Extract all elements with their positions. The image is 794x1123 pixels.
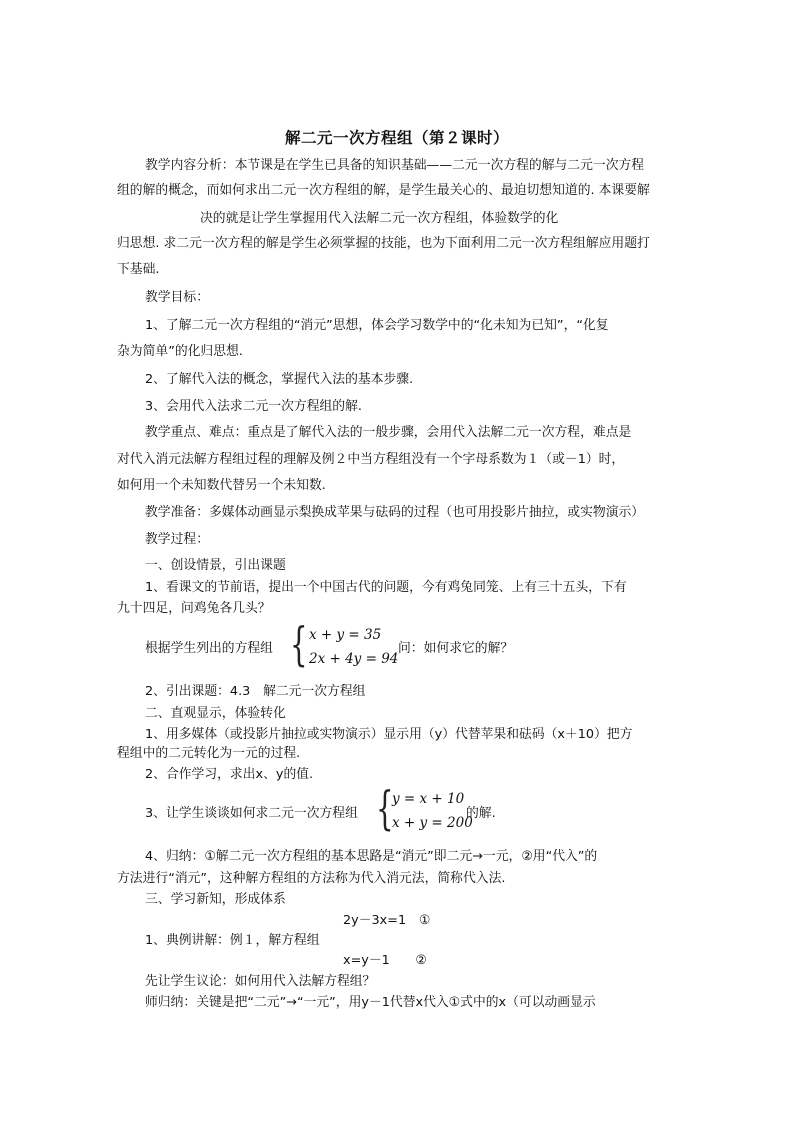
key-points-line-3: 如何用一个未知数代替另一个未知数. [117,478,326,493]
preparation-line: 教学准备：多媒体动画显示梨换成苹果与砝码的过程（也可用投影片抽拉，或实物演示） [145,505,645,520]
example-equation-1: 2y－3x=1 ① [343,913,431,928]
page-title: 解二元一次方程组（第２课时） [284,129,509,147]
analysis-line-1: 教学内容分析：本节课是在学生已具备的知识基础——二元一次方程的解与二元一次方程 [145,158,645,173]
system-1-equation-2: 2x + 4y = 94 [309,651,399,667]
objective-2: 2、了解代入法的概念，掌握代入法的基本步骤. [145,372,414,387]
section-1-item-1-line-2: 九十四足，问鸡兔各几头？ [117,601,271,616]
process-heading: 教学过程： [145,532,209,547]
section-2-item-1-line-1: 1、用多媒体（或投影片抽拉或实物演示）显示用（y）代替苹果和砝码（x＋10）把方 [145,727,633,742]
key-points-line-1: 教学重点、难点：重点是了解代入法的一般步骤，会用代入法解二元一次方程，难点是 [145,425,632,440]
key-points-line-2: 对代入消元法解方程组过程的理解及例２中当方程组没有一个字母系数为１（或－1）时， [117,452,625,467]
section-1-item-1-line-1: 1、看课文的节前语，提出一个中国古代的问题，今有鸡兔同笼、上有三十五头，下有 [145,580,627,595]
system-2-equation-2: x + y = 200 [392,815,473,831]
example-equation-2: x=y－1 ② [343,953,427,968]
section-2-item-4-line-2: 方法进行“消元”，这种解方程组的方法称为代入消元法，简称代入法. [117,871,506,886]
system-1-equation-1: x + y = 35 [309,627,382,643]
analysis-line-3: 决的就是让学生掌握用代入法解二元一次方程组，体验数学的化 [200,211,559,226]
section-3-title: 三、学习新知，形成体系 [145,892,286,907]
objective-1-line-1: 1、了解二元一次方程组的“消元”思想，体会学习数学中的“化未知为已知”，“化复 [145,318,609,333]
discussion-line: 先让学生议论：如何用代入法解方程组？ [145,974,376,989]
example-label: 1、典例讲解：例１，解方程组 [145,933,320,948]
section-2-item-2: 2、合作学习，求出x、y的值. [145,767,314,782]
section-2-item-4-line-1: 4、归纳：①解二元一次方程组的基本思路是“消元”即二元→一元，②用“代入”的 [145,849,598,864]
system-2-brace: { [376,781,394,835]
system-2-equation-1: y = x + 10 [392,791,465,807]
analysis-line-4: 归思想. 求二元一次方程的解是学生必须掌握的技能，也为下面利用二元一次方程组解应用题打 [117,236,650,251]
objective-1-line-2: 杂为简单”的化归思想. [117,344,243,359]
analysis-line-2: 组的解的概念，而如何求出二元一次方程组的解，是学生最关心的、最迫切想知道的. 本课要解 [117,183,650,198]
analysis-line-5: 下基础. [117,262,160,277]
system-1-question: 问：如何求它的解？ [398,641,514,656]
section-2-item-1-line-2: 程组中的二元转化为一元的过程. [117,746,301,761]
section-1-title: 一、创设情景，引出课题 [145,558,286,573]
objective-3: 3、会用代入法求二元一次方程组的解. [145,399,362,414]
system-1-brace: { [290,617,308,671]
section-2-title: 二、直观显示，体验转化 [145,706,286,721]
section-1-item-2: 2、引出课题：4.3 解二元一次方程组 [145,684,366,699]
summary-line: 师归纳：关键是把“二元”→“一元”，用y－1代替x代入①式中的x（可以动画显示 [145,995,596,1010]
system-2-prefix: 3、让学生谈谈如何求二元一次方程组 [145,806,358,821]
objectives-heading: 教学目标： [145,290,209,305]
system-1-prefix: 根据学生列出的方程组 [145,641,273,656]
system-2-suffix: 的解. [466,806,496,821]
